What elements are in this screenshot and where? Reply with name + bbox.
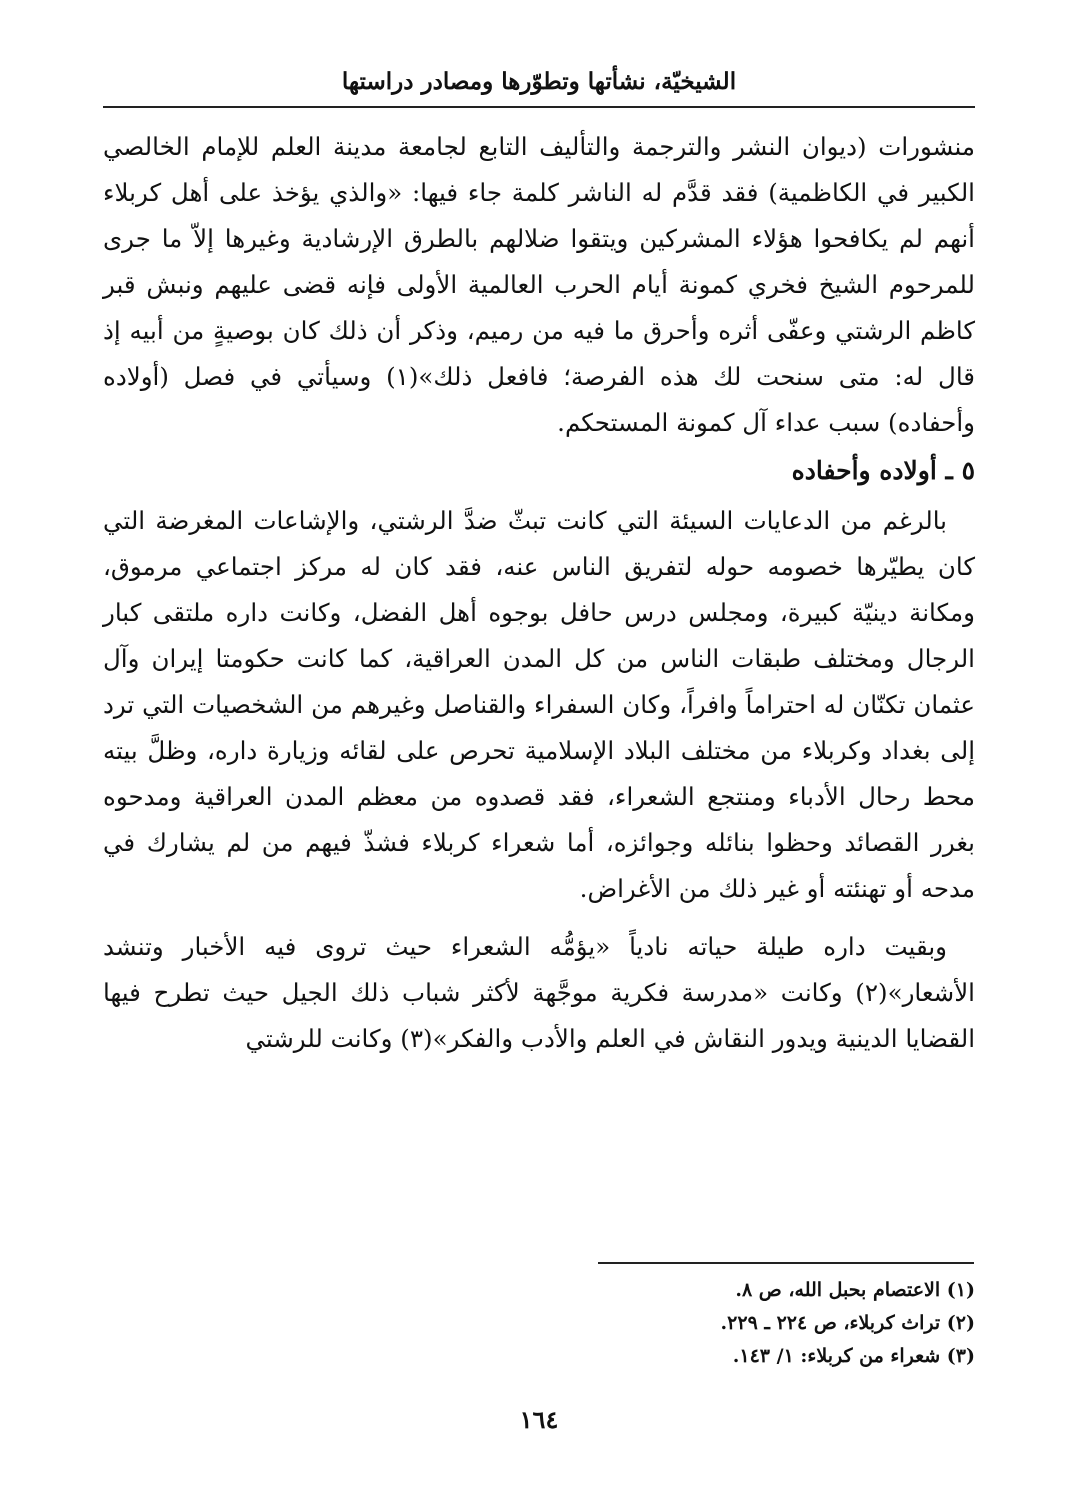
footnote-1: (١) الاعتصام بحبل الله، ص ٨. [735, 1279, 975, 1301]
paragraph-1: منشورات (ديوان النشر والترجمة والتأليف التابع لجامعة مدينة العلم للإمام الخالصي الكبير في الكاظمية) فقد قدَّم له الناشر كلمة جاء فيها: «والذي يؤخذ على أهل كربلاء أنهم لم يكافحوا هؤلاء المشركين ويتقوا ضلالهم بالطرق الإرشادية وغيرها إلاّ ما جرى للمرحوم الشيخ فخري كمونة أيام الحرب العالمية الأولى فإنه قضى عليهم ونبش قبر كاظم الرشتي وعفّى أثره وأحرق ما فيه من رميم، وذكر أن ذلك كان بوصيةٍ من أبيه إذ قال له: متى سنحت لك هذه الفرصة؛ فافعل ذلك»(١) وسيأتي في فصل (أولاده وأحفاده) سبب عداء آل كمونة المستحكم. [103, 132, 975, 437]
paragraph-2: بالرغم من الدعايات السيئة التي كانت تبثّ ضدَّ الرشتي، والإشاعات المغرضة التي كان يطيّرها خصومه حوله لتفريق الناس عنه، فقد كان له مركز اجتماعي مرموق، ومكانة دينيّة كبيرة، ومجلس درس حافل بوجوه أهل الفضل، وكانت داره ملتقى كبار الرجال ومختلف طبقات الناس من كل المدن العراقية، كما كانت حكومتا إيران وآل عثمان تكنّان له احتراماً وافراً، وكان السفراء والقناصل وغيرهم من الشخصيات التي ترد إلى بغداد وكربلاء من مختلف البلاد الإسلامية تحرص على لقائه وزيارة داره، وظلَّ بيته محط رحال الأدباء ومنتجع الشعراء، فقد قصدوه من معظم المدن العراقية ومدحوه بغرر القصائد وحظوا بنائله وجوائزه، أما شعراء كربلاء فشذّ فيهم من لم يشارك في مدحه أو تهنئته أو غير ذلك من الأغراض. [103, 506, 975, 903]
section-heading: ٥ ـ أولاده وأحفاده [791, 456, 975, 485]
running-header [103, 56, 975, 108]
footnote-divider [598, 1262, 974, 1264]
footnote-3: (٣) شعراء من كربلاء: ١/ ١٤٣. [732, 1345, 975, 1367]
running-header-title: الشيخيّة، نشأتها وتطوّرها ومصادر دراستها [341, 67, 737, 95]
footnote-2: (٢) تراث كربلاء، ص ٢٢٤ ـ ٢٢٩. [720, 1312, 975, 1334]
page-number: ١٦٤ [519, 1405, 559, 1434]
footnotes [103, 1274, 975, 1373]
paragraph-3: وبقيت داره طيلة حياته نادياً «يؤمُّه الشعراء حيث تروى فيه الأخبار وتنشد الأشعار»(٢) وكانت «مدرسة فكرية موجَّهة لأكثر شباب ذلك الجيل حيث تطرح فيها القضايا الدينية ويدور النقاش في العلم والأدب والفكر»(٣) وكانت للرشتي [103, 932, 975, 1053]
body-text [103, 124, 975, 1062]
